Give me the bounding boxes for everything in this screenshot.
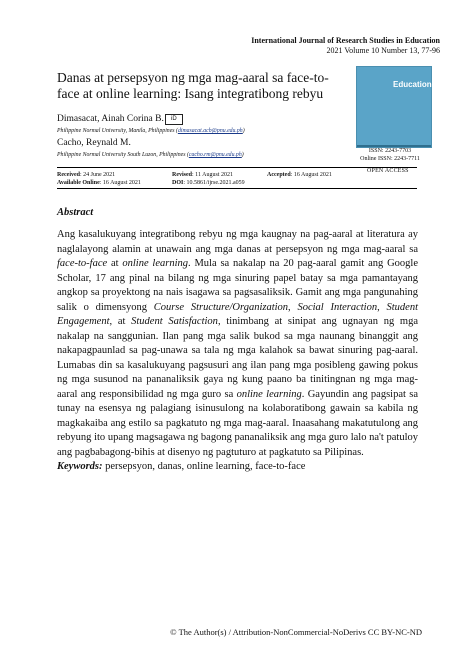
issn-online: Online ISSN: 2243-7711	[360, 156, 420, 162]
journal-cover-logo	[393, 81, 432, 88]
abstract-segment: . Mula sa nakalap na 20 pag-aaral gamit ang Google Scholar, 17 ang pinal na bilang ng mga sinuring papel batay sa mga pamantayang angkop sa proyektong na nais isagawa sa pagsasaliksik. Gamit ang mga pangunahing salik o dimensyong	[57, 258, 419, 313]
keywords	[57, 461, 418, 472]
orcid-icon[interactable]: iD	[165, 114, 183, 125]
abstract-segment: Student Engagement	[57, 301, 418, 327]
abstract-segment: ,	[377, 301, 387, 313]
journal-name: International Journal of Research Studies in Education	[251, 36, 440, 45]
abstract-segment: Course Structure/Organization	[153, 301, 289, 313]
journal-cover-image	[356, 66, 432, 148]
author-1-name: Dimasacat, Ainah Corina B.	[57, 114, 164, 124]
license-footer: © The Author(s) / Attribution-NonCommercial-NoDerivs CC BY-NC-ND	[170, 627, 422, 637]
received-date: Received: 24 June 2021	[57, 172, 116, 178]
divider-bottom	[57, 188, 417, 189]
journal-issue: 2021 Volume 10 Number 13, 77-96	[326, 46, 440, 55]
abstract-segment: ,	[288, 301, 298, 313]
abstract-segment: , tinimbang at sinipat ang ugnayan ng mga nakalap na sanggunian. Ilan pang mga salik bukod sa mga naunang binanggit ang nakapagpaunlad sa pag-unawa sa tala ng mga kalahok sa bawat sinuring pag-aaral. Lumabas din sa kasalukuyang pagsusuri ang ilan pang mga posibleng gawing pokus ng mga susunod na pananaliksik gaya ng kung paano ba tinitingnan ng mga mag-aaral ang responsibilidad ng mga guro sa	[57, 316, 419, 400]
abstract-heading: Abstract	[57, 207, 94, 218]
author-2-name: Cacho, Reynald M.	[57, 138, 131, 148]
author-affiliation-1: Philippine Normal University, Manila, Philippines (dimasacat.acb@pnu.edu.ph)	[57, 128, 245, 134]
abstract-segment: Student Satisfaction	[131, 316, 218, 327]
divider-top	[57, 167, 417, 168]
abstract-body	[57, 228, 418, 460]
cover-logo-main: Education	[393, 80, 432, 89]
open-access-label: OPEN ACCESS	[367, 168, 409, 174]
author-1-email-link[interactable]: dimasacat.acb@pnu.edu.ph	[177, 128, 243, 134]
author-2-affiliation: Philippine Normal University South Luzon, Philippines	[57, 152, 186, 158]
abstract-segment: , at	[109, 316, 132, 327]
abstract-segment: online learning	[236, 388, 302, 400]
paper-title: Danas at persepsyon ng mga mag-aaral sa face-to-face at online learning: Isang integratibong rebyu	[57, 70, 329, 101]
author-2-email-link[interactable]: cacho.rm@pnu.edu.ph	[188, 152, 242, 158]
journal-header	[251, 36, 440, 56]
abstract-segment: face-to-face	[57, 258, 108, 269]
accepted-date: Accepted: 16 August 2021	[267, 172, 332, 178]
revised-date: Revised: 11 August 2021	[172, 172, 233, 178]
issn-print: ISSN: 2243-7703	[368, 148, 412, 154]
doi: DOI: 10.5861/ijrse.2021.a059	[172, 180, 245, 186]
available-online-date: Available Online: 16 August 2021	[57, 180, 141, 186]
doi-link[interactable]: 10.5861/ijrse.2021.a059	[186, 180, 245, 186]
author-affiliation-2: Philippine Normal University South Luzon, Philippines (cacho.rm@pnu.edu.ph)	[57, 152, 244, 158]
abstract-segment: Ang kasalukuyang integratibong rebyu ng mga kaugnay na pag-aaral at literatura ay naglalayong alamin at unawain ang mga danas at persepsyon ng mga mag-aaral sa	[57, 229, 418, 255]
author-1-affiliation: Philippine Normal University, Manila, Philippines	[57, 128, 175, 134]
abstract-segment: Social Interaction	[297, 301, 378, 313]
issn-block	[350, 147, 430, 163]
keywords-label: Keywords:	[57, 461, 103, 472]
author-name-2	[57, 138, 131, 148]
dates-block	[57, 171, 417, 187]
abstract-segment: . Gayundin ang pagsipat sa tunay na esensya ng palagiang isinusulong na kolaboratibong gawain sa kabila ng magkakaiba ang estilo sa pagkatuto ng mga mag-aaral. Inaasahang makatutulong ang rebyung ito upang magsagawa ng bagong pananaliksik ang mga guro lalo na't patuloy ang pagbabagong-bihis at disenyo ng pagtuturo at pagkatuto sa Pilipinas.	[57, 388, 418, 458]
abstract-segment: at	[107, 258, 123, 269]
keywords-text: persepsyon, danas, online learning, face-to-face	[105, 461, 306, 472]
abstract-segment: online learning	[122, 258, 189, 269]
author-name-1	[57, 114, 183, 125]
